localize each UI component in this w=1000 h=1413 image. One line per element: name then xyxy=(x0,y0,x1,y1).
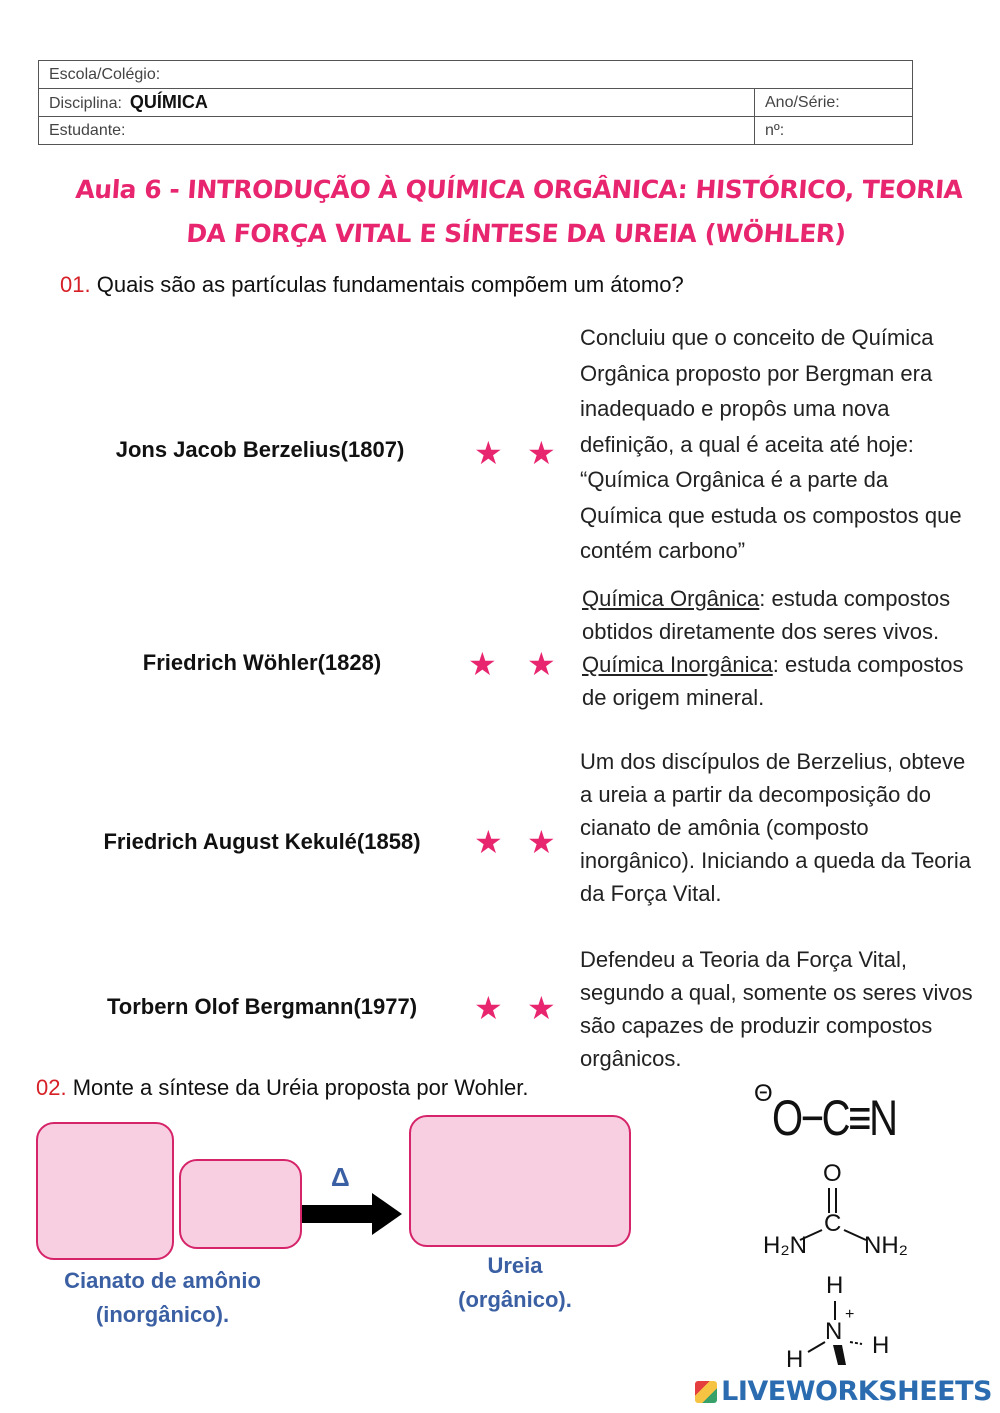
title-line-1: Aula 6 - INTRODUÇÃO À QUÍMICA ORGÂNICA: HISTÓRICO, TEORIA xyxy=(74,175,964,204)
term-inorganic-chemistry: Química Inorgânica xyxy=(582,652,773,677)
urea-left-amine: H₂N xyxy=(763,1232,807,1259)
organic-chemistry-definition: : estuda compostos obtidos diretamente dos seres vivos. xyxy=(582,586,951,644)
cyanate-structure[interactable] xyxy=(752,1080,917,1150)
student-cell xyxy=(39,117,755,145)
header-table xyxy=(38,60,913,145)
description-1: Concluiu que o conceito de Química Orgânica proposto por Bergman era inadequado e propôs uma nova definição, a qual é aceita até hoje: “Química Orgânica é a parte da Química que estuda os compostos que contém carbono” xyxy=(580,325,962,563)
brand-text: LIVEWORKSHEETS xyxy=(721,1376,992,1407)
match-star-right-3[interactable]: ★ xyxy=(527,824,556,860)
question-2-number: 02. xyxy=(36,1075,67,1100)
reactant-label-line-2: (inorgânico). xyxy=(95,1302,230,1327)
description-2 xyxy=(582,582,982,714)
question-1-number: 01. xyxy=(60,272,91,297)
scientist-name-1: Jons Jacob Berzelius(1807) xyxy=(115,437,405,462)
ammonium-charge: + xyxy=(845,1306,855,1323)
match-star-left-4[interactable]: ★ xyxy=(474,990,503,1026)
drop-box-reactant-2[interactable] xyxy=(179,1159,302,1249)
match-star-left-2[interactable]: ★ xyxy=(468,646,497,682)
question-2 xyxy=(36,1075,528,1101)
year-label: Ano/Série: xyxy=(765,93,840,111)
student-label: Estudante: xyxy=(49,121,126,139)
urea-oxygen: O xyxy=(823,1160,842,1187)
ammonium-nitrogen: N xyxy=(825,1318,843,1345)
urea-structure[interactable] xyxy=(760,1158,910,1263)
product-label xyxy=(425,1249,605,1317)
heat-symbol: Δ xyxy=(331,1162,350,1192)
number-cell xyxy=(755,117,913,145)
reaction-arrow-icon xyxy=(302,1193,404,1237)
scientist-name-2: Friedrich Wöhler(1828) xyxy=(142,650,382,675)
ammonium-right-hydrogen: H xyxy=(872,1332,890,1359)
cyanate-charge: Θ xyxy=(754,1080,773,1107)
subject-label: Disciplina: xyxy=(49,95,122,112)
question-1 xyxy=(60,272,684,298)
match-star-right-4[interactable]: ★ xyxy=(527,990,556,1026)
urea-carbon: C xyxy=(824,1210,842,1237)
product-label-line-1: Ureia xyxy=(487,1253,543,1278)
scientist-name-3: Friedrich August Kekulé(1858) xyxy=(103,829,421,854)
question-2-text: Monte a síntese da Uréia proposta por Wohler. xyxy=(72,1075,529,1100)
school-label: Escola/Colégio: xyxy=(49,65,161,83)
page-title xyxy=(37,168,998,256)
reactant-label xyxy=(40,1264,285,1332)
inorganic-chemistry-definition: : estuda compostos de origem mineral. xyxy=(582,652,964,710)
brand-mark-icon xyxy=(695,1381,717,1403)
school-cell xyxy=(39,61,913,89)
scientist-name-4: Torbern Olof Bergmann(1977) xyxy=(106,994,418,1019)
match-star-left-3[interactable]: ★ xyxy=(474,824,503,860)
year-cell xyxy=(755,89,913,117)
match-star-right-2[interactable]: ★ xyxy=(527,646,556,682)
number-label: nº: xyxy=(765,121,785,139)
question-1-text: Quais são as partículas fundamentais compõem um átomo? xyxy=(96,272,684,297)
ammonium-structure[interactable] xyxy=(780,1270,900,1375)
title-line-2: DA FORÇA VITAL E SÍNTESE DA UREIA (WÖHLER) xyxy=(185,219,847,248)
product-label-line-2: (orgânico). xyxy=(458,1287,572,1312)
cyanate-formula: O−C≡N xyxy=(772,1090,896,1146)
subject-value: QUÍMICA xyxy=(129,92,208,112)
reactant-label-line-1: Cianato de amônio xyxy=(64,1268,261,1293)
description-4: Defendeu a Teoria da Força Vital, segundo a qual, somente os seres vivos são capazes de produzir compostos orgânicos. xyxy=(580,947,973,1071)
match-star-left-1[interactable]: ★ xyxy=(474,435,503,471)
term-organic-chemistry: Química Orgânica xyxy=(582,586,760,611)
liveworksheets-logo xyxy=(695,1376,992,1407)
ammonium-top-hydrogen: H xyxy=(826,1272,844,1299)
ammonium-left-hydrogen: H xyxy=(786,1346,804,1373)
description-3: Um dos discípulos de Berzelius, obteve a ureia a partir da decomposição do cianato de amônia (composto inorgânico). Iniciando a queda da Teoria da Força Vital. xyxy=(580,749,971,906)
drop-box-reactant-1[interactable] xyxy=(36,1122,174,1260)
subject-cell xyxy=(39,89,755,117)
drop-box-product[interactable] xyxy=(409,1115,631,1247)
match-star-right-1[interactable]: ★ xyxy=(527,435,556,471)
urea-right-amine: NH₂ xyxy=(864,1232,908,1259)
